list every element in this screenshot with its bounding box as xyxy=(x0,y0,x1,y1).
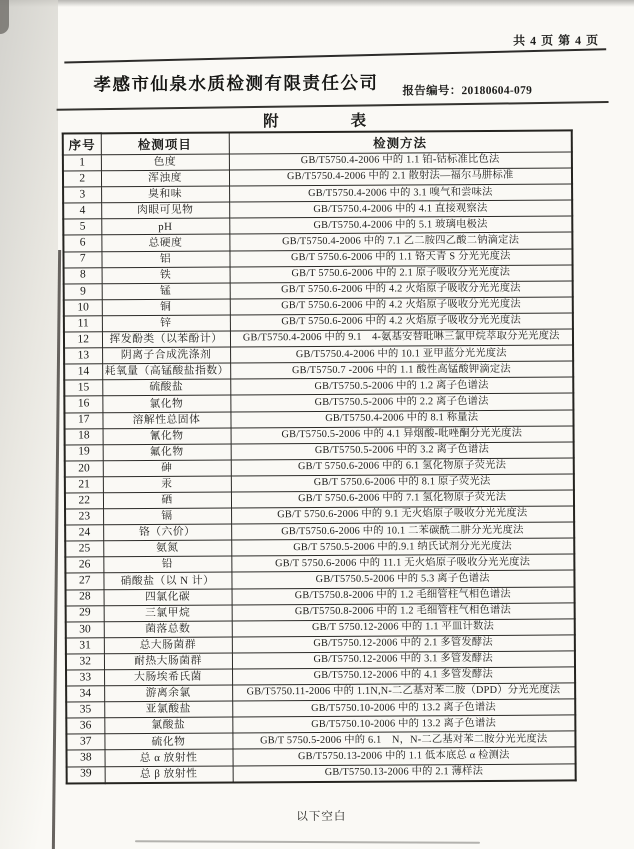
row-no-cell: 17 xyxy=(64,412,102,428)
row-method-cell: GB/T 5750.5-2006 中的 6.1 N，N-二乙基对苯二胺分光光度法 xyxy=(232,731,575,749)
page-number-info: 共 4 页 第 4 页 xyxy=(513,33,600,48)
row-item-cell: 耐热大肠菌群 xyxy=(104,653,232,670)
row-item-cell: 游离余氯 xyxy=(104,685,232,702)
table-row xyxy=(67,763,576,783)
row-no-cell: 19 xyxy=(65,444,103,460)
row-method-cell: GB/T 5750.6-2006 中的 4.2 火焰原子吸收分光光度法 xyxy=(230,281,573,299)
row-no-cell: 34 xyxy=(66,686,104,702)
row-no-cell: 9 xyxy=(64,284,102,300)
column-header-method: 检测方法 xyxy=(229,130,572,154)
row-item-cell: 铜 xyxy=(102,299,230,316)
row-item-cell: 锌 xyxy=(102,315,230,332)
row-item-cell: 总大肠菌群 xyxy=(104,637,232,654)
row-item-cell: 大肠埃希氏菌 xyxy=(104,669,232,686)
row-item-cell: 亚氯酸盐 xyxy=(104,701,232,718)
row-method-cell: GB/T5750.4-2006 中的 5.1 玻璃电极法 xyxy=(229,216,572,234)
report-number-label: 报告编号： xyxy=(402,85,462,98)
row-no-cell: 27 xyxy=(65,573,103,589)
row-item-cell: 色度 xyxy=(101,154,229,171)
row-item-cell: 总 α 放射性 xyxy=(105,749,233,766)
row-method-cell: GB/T5750.5-2006 中的 5.3 离子色谱法 xyxy=(231,570,574,588)
row-item-cell: pH xyxy=(101,218,229,235)
row-no-cell: 11 xyxy=(64,316,102,332)
row-method-cell: GB/T5750.8-2006 中的 1.2 毛细管柱气相色谱法 xyxy=(232,603,575,621)
row-method-cell: GB/T 5750.6-2006 中的 2.1 原子吸收分光光度法 xyxy=(230,265,573,283)
row-no-cell: 26 xyxy=(65,557,103,573)
row-no-cell: 10 xyxy=(64,300,102,316)
row-method-cell: GB/T5750.4-2006 中的 7.1 乙二胺四乙酸二钠滴定法 xyxy=(229,232,572,250)
report-number xyxy=(402,82,532,99)
report-number-value: 20180604-079 xyxy=(461,84,533,98)
row-method-cell: GB/T5750.10-2006 中的 13.2 离子色谱法 xyxy=(232,699,575,717)
row-method-cell: GB/T5750.13-2006 中的 2.1 薄样法 xyxy=(233,763,576,782)
row-no-cell: 36 xyxy=(66,718,104,734)
row-no-cell: 13 xyxy=(64,348,102,364)
row-item-cell: 菌落总数 xyxy=(104,621,232,638)
table-body xyxy=(63,152,576,783)
row-method-cell: GB/T 5750.6-2006 中的 4.2 火焰原子吸收分光光度法 xyxy=(230,313,573,331)
row-no-cell: 21 xyxy=(65,477,103,493)
row-method-cell: GB/T5750.4-2006 中的 3.1 嗅气和尝味法 xyxy=(229,184,572,202)
row-item-cell: 臭和味 xyxy=(101,186,229,203)
row-item-cell: 三氯甲烷 xyxy=(104,605,232,622)
row-method-cell: GB/T5750.4-2006 中的 8.1 称量法 xyxy=(230,409,573,427)
row-item-cell: 溶解性总固体 xyxy=(102,412,230,429)
row-method-cell: GB/T5750.4-2006 中的 4.1 直接观察法 xyxy=(229,200,572,218)
row-item-cell: 砷 xyxy=(103,460,231,477)
row-item-cell: 铁 xyxy=(102,267,230,284)
row-item-cell: 铅 xyxy=(103,556,231,573)
row-method-cell: GB/T5750.7 -2006 中的 1.1 酸性高锰酸钾滴定法 xyxy=(230,361,573,379)
row-method-cell: GB/T5750.4-2006 中的 1.1 铂-钴标准比色法 xyxy=(229,152,572,170)
row-method-cell: GB/T5750.5-2006 中的 3.2 离子色谱法 xyxy=(231,442,574,460)
row-no-cell: 1 xyxy=(63,155,101,171)
column-header-item: 检测项目 xyxy=(101,133,229,155)
row-no-cell: 18 xyxy=(65,428,103,444)
row-no-cell: 6 xyxy=(63,235,101,251)
row-item-cell: 锰 xyxy=(102,283,230,300)
table-header-row xyxy=(63,130,572,155)
row-method-cell: GB/T5750.5-2006 中的 1.2 离子色谱法 xyxy=(230,377,573,395)
row-method-cell: GB/T 5750.6-2006 中的 7.1 氢化物原子荧光法 xyxy=(231,490,574,508)
row-method-cell: GB/T5750.10-2006 中的 13.2 离子色谱法 xyxy=(232,715,575,733)
row-no-cell: 14 xyxy=(64,364,102,380)
row-no-cell: 35 xyxy=(66,702,104,718)
row-method-cell: GB/T5750.5-2006 中的 4.1 异烟酸-吡唑酮分光光度法 xyxy=(231,426,574,444)
row-no-cell: 7 xyxy=(63,251,101,267)
row-no-cell: 32 xyxy=(66,654,104,670)
row-method-cell: GB/T5750.12-2006 中的 3.1 多管发酵法 xyxy=(232,651,575,669)
row-method-cell: GB/T 5750.6-2006 中的 1.1 铬天青 S 分光光度法 xyxy=(229,249,572,267)
row-no-cell: 3 xyxy=(63,187,101,203)
row-no-cell: 24 xyxy=(65,525,103,541)
row-method-cell: GB/T5750.13-2006 中的 1.1 低本底总 α 检测法 xyxy=(233,747,576,765)
row-no-cell: 37 xyxy=(66,734,104,750)
row-item-cell: 阴离子合成洗涤剂 xyxy=(102,347,230,364)
row-no-cell: 15 xyxy=(64,380,102,396)
row-item-cell: 硒 xyxy=(103,492,231,509)
row-method-cell: GB/T 5750.6-2006 中的 8.1 原子荧光法 xyxy=(231,474,574,492)
blank-below-note: 以下空白 xyxy=(296,810,347,824)
row-item-cell: 氨氮 xyxy=(103,540,231,557)
row-method-cell: GB/T 5750.5-2006 中的.9.1 纳氏试剂分光光度法 xyxy=(231,538,574,556)
appendix-table-title: 附 表 xyxy=(263,112,369,131)
row-method-cell: GB/T 5750.6-2006 中的 9.1 无火焰原子吸收分光光度法 xyxy=(231,506,574,524)
row-no-cell: 31 xyxy=(66,638,104,654)
row-item-cell: 硝酸盐（以 N 计） xyxy=(103,572,231,589)
row-no-cell: 23 xyxy=(65,509,103,525)
row-no-cell: 4 xyxy=(63,203,101,219)
row-no-cell: 29 xyxy=(66,605,104,621)
row-no-cell: 2 xyxy=(63,171,101,187)
row-item-cell: 总 β 放射性 xyxy=(105,766,233,783)
row-no-cell: 38 xyxy=(67,750,105,766)
header-rule-top xyxy=(64,48,606,63)
row-item-cell: 氰化物 xyxy=(103,428,231,445)
row-item-cell: 挥发酚类（以苯酚计） xyxy=(102,331,230,348)
row-method-cell: GB/T5750.5-2006 中的 2.2 离子色谱法 xyxy=(230,393,573,411)
test-methods-table xyxy=(62,129,577,784)
row-method-cell: GB/T5750.11-2006 中的 1.1N,N-二乙基对苯二胺（DPD）分光光度法 xyxy=(232,683,575,701)
row-no-cell: 8 xyxy=(64,267,102,283)
row-method-cell: GB/T 5750.6-2006 中的 6.1 氢化物原子荧光法 xyxy=(231,458,574,476)
row-item-cell: 硫酸盐 xyxy=(102,379,230,396)
row-method-cell: GB/T 5750.6-2006 中的 4.2 火焰原子吸收分光光度法 xyxy=(230,297,573,315)
column-header-no: 序号 xyxy=(63,133,101,155)
row-no-cell: 5 xyxy=(63,219,101,235)
row-method-cell: GB/T5750.4-2006 中的 2.1 散射法—福尔马肼标准 xyxy=(229,168,572,186)
row-item-cell: 总硬度 xyxy=(101,235,229,252)
row-no-cell: 20 xyxy=(65,461,103,477)
row-item-cell: 肉眼可见物 xyxy=(101,202,229,219)
row-item-cell: 硫化物 xyxy=(104,733,232,750)
row-item-cell: 铝 xyxy=(101,251,229,268)
row-item-cell: 镉 xyxy=(103,508,231,525)
row-no-cell: 22 xyxy=(65,493,103,509)
row-no-cell: 33 xyxy=(66,670,104,686)
row-item-cell: 耗氧量（高锰酸盐指数） xyxy=(102,363,230,380)
row-no-cell: 30 xyxy=(66,622,104,638)
row-method-cell: GB/T5750.4-2006 中的 10.1 亚甲蓝分光光度法 xyxy=(230,345,573,363)
row-no-cell: 12 xyxy=(64,332,102,348)
row-method-cell: GB/T 5750.6-2006 中的 11.1 无火焰原子吸收分光光度法 xyxy=(231,554,574,572)
row-item-cell: 浑浊度 xyxy=(101,170,229,187)
row-item-cell: 铬（六价） xyxy=(103,524,231,541)
row-no-cell: 39 xyxy=(67,766,105,783)
row-method-cell: GB/T 5750.12-2006 中的 1.1 平皿计数法 xyxy=(232,619,575,637)
row-item-cell: 氯酸盐 xyxy=(104,717,232,734)
row-method-cell: GB/T5750.12-2006 中的 2.1 多管发酵法 xyxy=(232,635,575,653)
row-item-cell: 氟化物 xyxy=(103,444,231,461)
row-no-cell: 28 xyxy=(66,589,104,605)
row-method-cell: GB/T5750.6-2006 中的 10.1 二苯碳酰二肼分光光度法 xyxy=(231,522,574,540)
row-no-cell: 16 xyxy=(64,396,102,412)
row-item-cell: 汞 xyxy=(103,476,231,493)
row-item-cell: 氯化物 xyxy=(102,395,230,412)
row-item-cell: 四氯化碳 xyxy=(104,589,232,606)
row-method-cell: GB/T5750.8-2006 中的 1.2 毛细管柱气相色谱法 xyxy=(232,586,575,604)
row-method-cell: GB/T5750.12-2006 中的 4.1 多管发酵法 xyxy=(232,667,575,685)
row-method-cell: GB/T5750.4-2006 中的 9.1 4-氨基安替吡啉三氯甲烷萃取分光光度法 xyxy=(230,329,573,347)
company-name: 孝感市仙泉水质检测有限责任公司 xyxy=(93,72,379,95)
row-no-cell: 25 xyxy=(65,541,103,557)
